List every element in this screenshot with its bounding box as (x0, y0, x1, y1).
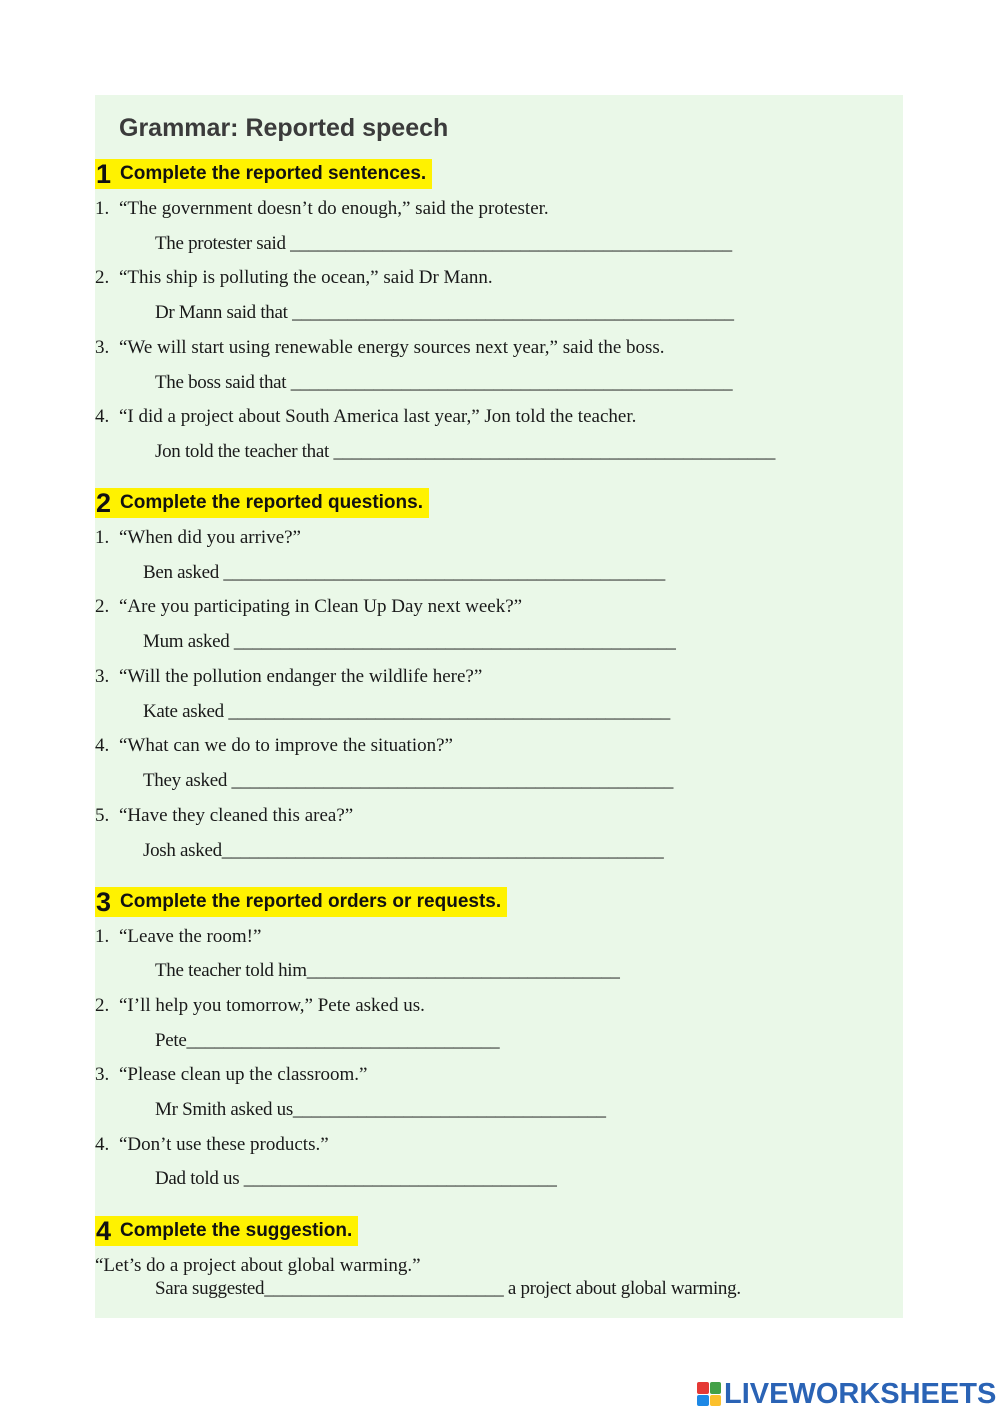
section-title: Complete the reported questions. (120, 492, 423, 513)
question-2-5 (95, 805, 353, 827)
liveworksheets-logo-icon (697, 1382, 721, 1406)
quote-text: “Don’t use these products.” (119, 1134, 329, 1155)
question-4-quote: “Let’s do a project about global warming.” (95, 1255, 421, 1276)
question-2-1 (95, 527, 301, 549)
answer-line-4[interactable]: Sara suggested__________________________ a project about global warming. (155, 1278, 741, 1299)
section-2-heading (95, 488, 429, 518)
question-1-4 (95, 406, 636, 428)
section-3-heading (95, 887, 507, 917)
question-1-2 (95, 267, 493, 289)
section-1-heading (95, 159, 432, 189)
liveworksheets-brand[interactable] (697, 1377, 996, 1411)
quote-text: “I’ll help you tomorrow,” Pete asked us. (119, 995, 425, 1016)
section-title: Complete the reported orders or requests. (120, 891, 502, 912)
quote-text: “What can we do to improve the situation?” (119, 735, 453, 756)
quote-text: “Leave the room!” (119, 926, 262, 947)
item-number: 4. (95, 406, 110, 427)
quote-text: “This ship is polluting the ocean,” said Dr Mann. (119, 267, 493, 288)
answer-line-2-1[interactable]: Ben asked ________________________________________________ (143, 562, 665, 583)
quote-text: “Are you participating in Clean Up Day next week?” (119, 596, 523, 617)
brand-text: LIVEWORKSHEETS (724, 1377, 997, 1410)
item-number: 4. (95, 1134, 110, 1155)
answer-line-3-2[interactable]: Pete__________________________________ (155, 1030, 500, 1051)
answer-line-3-1[interactable]: The teacher told him__________________________________ (155, 960, 620, 981)
section-number: 4 (96, 1215, 112, 1246)
question-3-3 (95, 1064, 367, 1086)
page-title: Grammar: Reported speech (119, 114, 449, 142)
answer-line-2-3[interactable]: Kate asked ________________________________________________ (143, 701, 670, 722)
item-number: 2. (95, 596, 110, 617)
answer-line-1-4[interactable]: Jon told the teacher that ________________________________________________ (155, 441, 776, 462)
quote-text: “The government doesn’t do enough,” said the protester. (119, 198, 549, 219)
answer-line-1-1[interactable]: The protester said ________________________________________________ (155, 233, 732, 254)
item-number: 2. (95, 267, 110, 288)
item-number: 4. (95, 735, 110, 756)
section-number: 3 (96, 886, 112, 917)
section-number: 1 (96, 158, 112, 189)
question-1-1 (95, 198, 549, 220)
question-2-2 (95, 596, 522, 618)
question-1-3 (95, 337, 665, 359)
section-title: Complete the suggestion. (120, 1220, 353, 1241)
question-3-4 (95, 1134, 329, 1156)
item-number: 5. (95, 805, 110, 826)
answer-line-2-4[interactable]: They asked ________________________________________________ (143, 770, 674, 791)
quote-text: “We will start using renewable energy sources next year,” said the boss. (119, 337, 665, 358)
section-number: 2 (96, 487, 112, 518)
item-number: 1. (95, 527, 110, 548)
question-2-3 (95, 666, 482, 688)
item-number: 3. (95, 1064, 110, 1085)
question-2-4 (95, 735, 453, 757)
quote-text: “Please clean up the classroom.” (119, 1064, 368, 1085)
item-number: 1. (95, 198, 110, 219)
section-4-heading (95, 1216, 358, 1246)
quote-text: “When did you arrive?” (119, 527, 301, 548)
item-number: 1. (95, 926, 110, 947)
answer-line-2-2[interactable]: Mum asked ________________________________________________ (143, 631, 676, 652)
answer-line-3-4[interactable]: Dad told us __________________________________ (155, 1168, 557, 1189)
item-number: 2. (95, 995, 110, 1016)
answer-line-2-5[interactable]: Josh asked________________________________________________ (143, 840, 664, 861)
question-3-1 (95, 926, 261, 948)
quote-text: “Have they cleaned this area?” (119, 805, 354, 826)
quote-text: “Will the pollution endanger the wildlife here?” (119, 666, 483, 687)
item-number: 3. (95, 337, 110, 358)
question-3-2 (95, 995, 425, 1017)
answer-line-1-2[interactable]: Dr Mann said that ________________________________________________ (155, 302, 734, 323)
quote-text: “I did a project about South America last year,” Jon told the teacher. (119, 406, 637, 427)
item-number: 3. (95, 666, 110, 687)
answer-line-1-3[interactable]: The boss said that ________________________________________________ (155, 372, 733, 393)
answer-line-3-3[interactable]: Mr Smith asked us__________________________________ (155, 1099, 606, 1120)
section-title: Complete the reported sentences. (120, 163, 427, 184)
